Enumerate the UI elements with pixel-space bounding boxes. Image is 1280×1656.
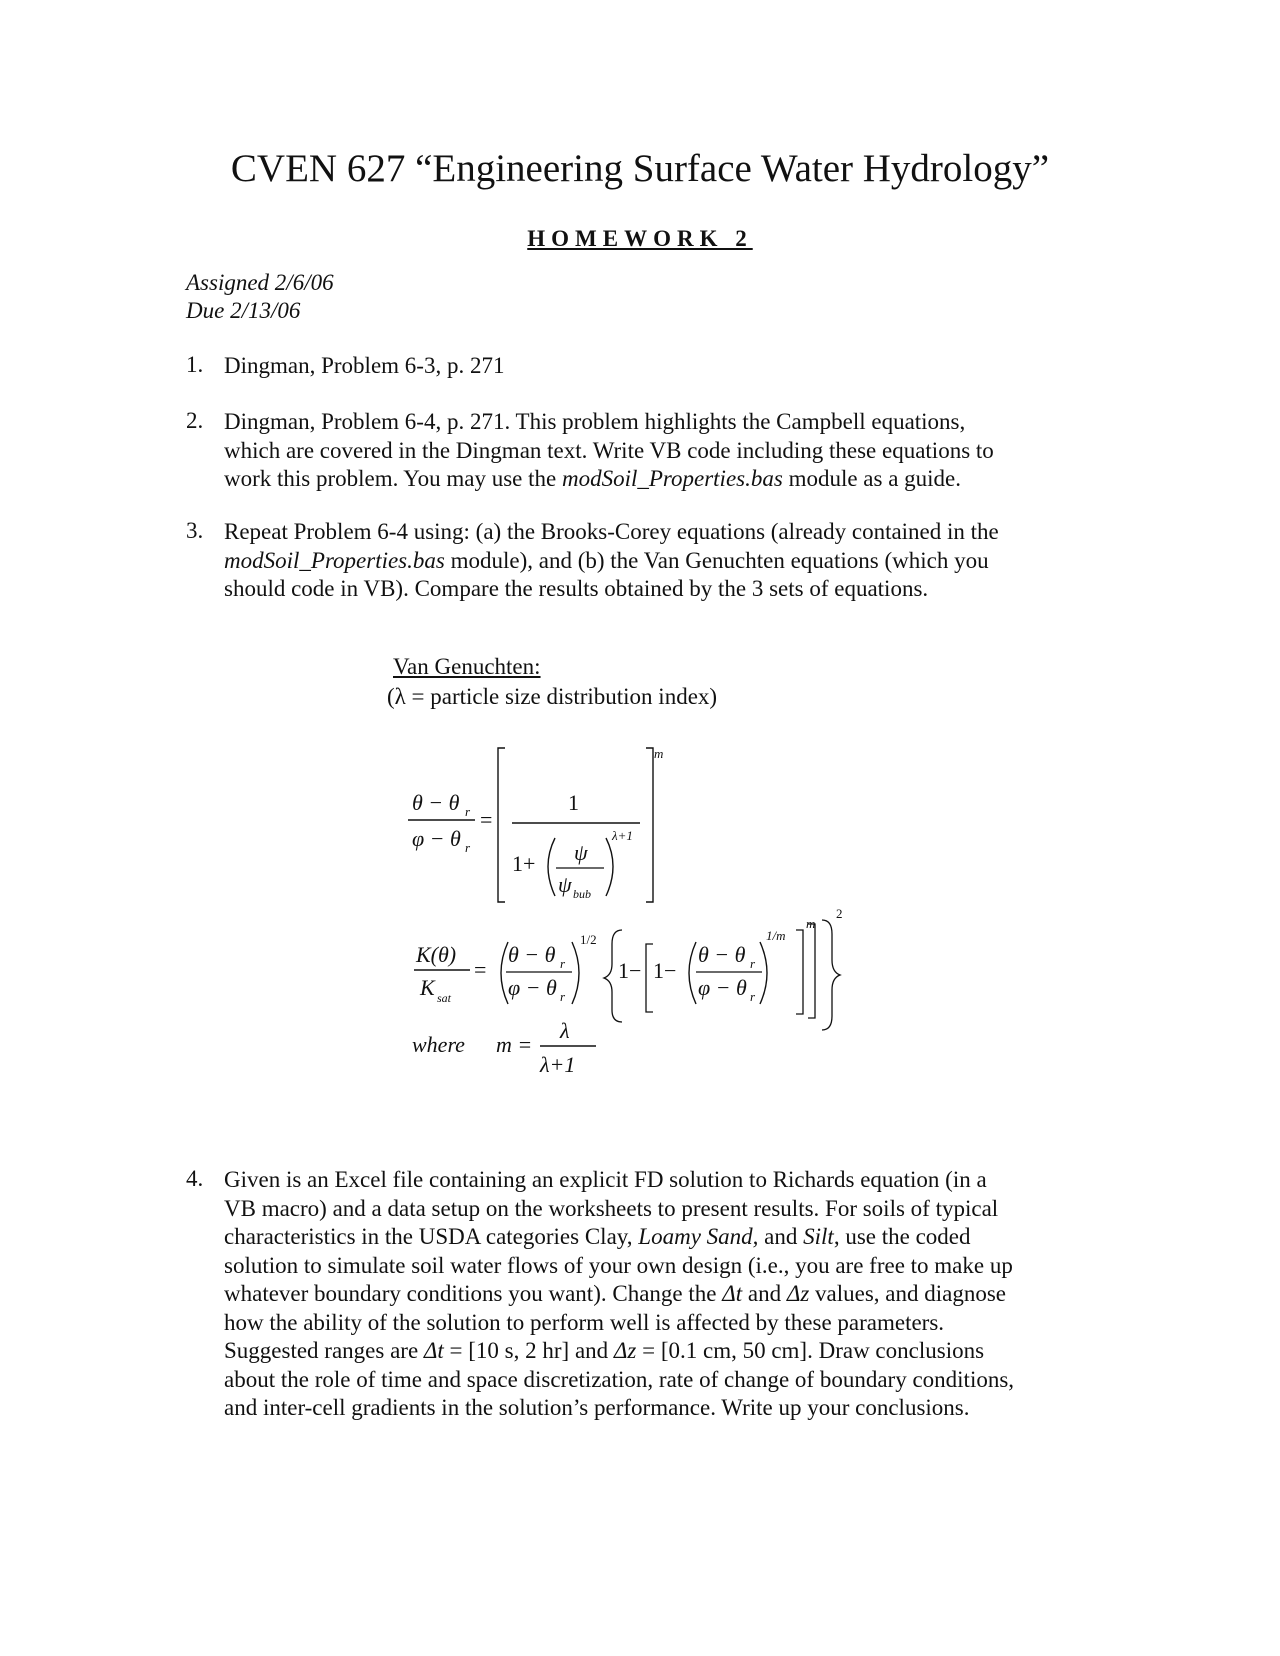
svg-text:=: = — [480, 807, 493, 832]
svg-text:m: m — [806, 916, 816, 931]
svg-text:1+: 1+ — [512, 851, 536, 876]
problem-number: 4. — [186, 1166, 204, 1191]
svg-text:φ − θ: φ − θ — [698, 975, 747, 1000]
svg-text:r: r — [465, 840, 471, 855]
svg-text:ψ: ψ — [574, 840, 588, 865]
problem-number: 1. — [186, 352, 204, 377]
svg-text:φ − θ: φ − θ — [508, 975, 557, 1000]
svg-text:m =: m = — [496, 1032, 533, 1057]
problem-1-text: Dingman, Problem 6-3, p. 271 — [224, 353, 505, 378]
problem-2-text: Dingman, Problem 6-4, p. 271. This problem highlights the Campbell equations, which are covered in the Dingman text. Write VB code including these equations to work this problem. You may use the modSoil_Properties.bas module as a guide. — [224, 409, 994, 491]
svg-text:m: m — [654, 746, 664, 761]
assigned-date: Assigned 2/6/06 — [186, 270, 334, 295]
svg-text:θ − θ: θ − θ — [412, 790, 460, 815]
svg-text:2: 2 — [836, 906, 843, 921]
svg-text:λ: λ — [560, 1018, 570, 1043]
svg-text:=: = — [474, 957, 487, 982]
svg-text:ψ: ψ — [558, 872, 572, 897]
svg-text:r: r — [465, 804, 471, 819]
svg-text:sat: sat — [437, 991, 452, 1005]
due-date: Due 2/13/06 — [186, 298, 301, 323]
svg-text:1/m: 1/m — [766, 928, 786, 943]
svg-text:r: r — [560, 956, 566, 971]
svg-text:K(θ): K(θ) — [416, 942, 457, 967]
svg-text:r: r — [750, 989, 756, 1004]
retention-equation — [408, 746, 663, 902]
svg-text:r: r — [750, 956, 756, 971]
problem-number: 3. — [186, 518, 204, 543]
svg-text:1: 1 — [568, 790, 579, 815]
svg-text:bub: bub — [573, 887, 591, 901]
svg-text:where: where — [412, 1032, 465, 1057]
homework-heading: HOMEWORK 2 — [527, 226, 753, 251]
svg-text:1−: 1− — [653, 958, 677, 983]
svg-text:K: K — [420, 975, 435, 1000]
svg-text:1/2: 1/2 — [580, 932, 597, 947]
van-genuchten-heading: Van Genuchten: — [393, 654, 541, 679]
m-definition — [412, 1018, 596, 1077]
svg-text:φ − θ: φ − θ — [412, 826, 461, 851]
lambda-definition: (λ = particle size distribution index) — [387, 684, 718, 709]
svg-text:λ+1: λ+1 — [612, 828, 633, 843]
problem-4-text: Given is an Excel file containing an explicit FD solution to Richards equation (in a VB macro) and a data setup on the worksheets to present results. For soils of typical characteristics in the USDA categories Clay, Loamy Sand, and Silt, use the coded solution to simulate soil water flows of your own design (i.e., you are free to make up whatever boundary conditions you want). Change the Δt and Δz values, and diagnose how the ability of the solution to perform well is affected by these parameters. Suggested ranges are Δt = [10 s, 2 hr] and Δz = [0.1 cm, 50 cm]. Draw conclusions about the role of time and space discretization, rate of change of boundary conditions, and inter-cell gradients in the solution’s performance. Write up your conclusions. — [224, 1167, 1015, 1420]
svg-text:r: r — [560, 989, 566, 1004]
problem-number: 2. — [186, 408, 204, 433]
svg-text:θ − θ: θ − θ — [698, 942, 746, 967]
conductivity-equation — [414, 906, 843, 1030]
svg-text:θ − θ: θ − θ — [508, 942, 556, 967]
problem-3-text: Repeat Problem 6-4 using: (a) the Brooks-Corey equations (already contained in the modSoil_Properties.bas module), and (b) the Van Genuchten equations (which you should code in VB). Compare the results obtained by the 3 sets of equations. — [224, 519, 999, 601]
svg-text:1−: 1− — [618, 958, 642, 983]
document-title: CVEN 627 “Engineering Surface Water Hydrology” — [230, 147, 1050, 190]
svg-text:λ+1: λ+1 — [540, 1052, 576, 1077]
